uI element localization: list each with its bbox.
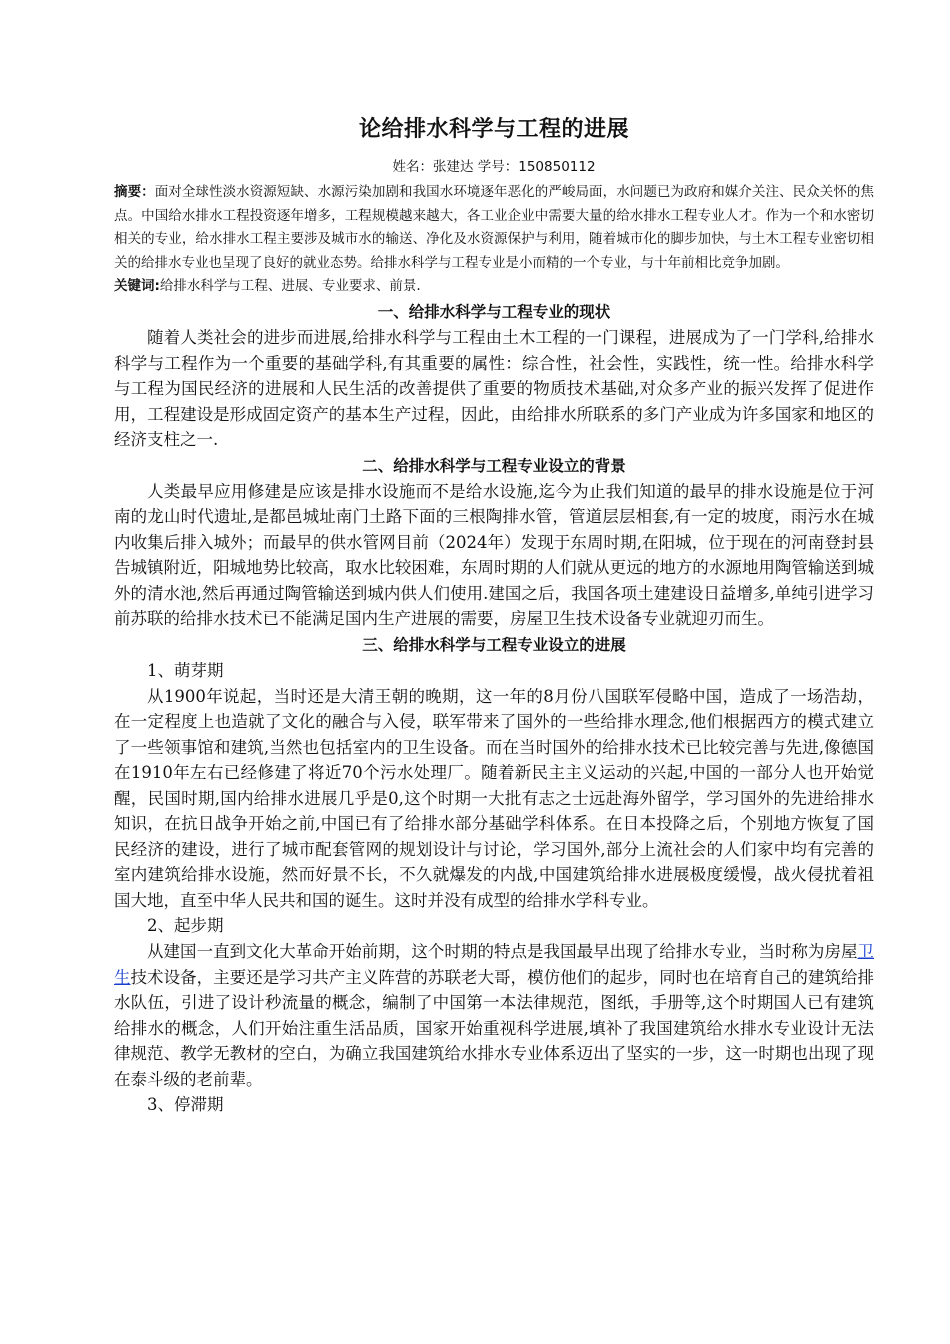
- abstract: [114, 181, 874, 275]
- section-2-paragraph: 人类最早应用修建是应该是排水设施而不是给水设施,迄今为止我们知道的最早的排水设施是位于河南的龙山时代遗址,是都邑城址南门土路下面的三根陶排水管，管道层层相套,有一定的坡度，雨污水在城内收集后排入城外；而最早的供水管网目前（2024年）发现于东周时期,在阳城，位于现在的河南登封县告城镇附近，阳城地势比较高，取水比较困难，东周时期的人们就从更远的地方的水源地用陶管输送到城外的清水池,然后再通过陶管输送到城内供人们使用.建国之后，我国各项土建建设日益增多,单纯引进学习前苏联的给排水技术已不能满足国内生产进展的需要，房屋卫生技术设备专业就迎刃而生。: [114, 481, 874, 628]
- section-2-heading: 二、给排水科学与工程专业设立的背景: [362, 456, 626, 475]
- sprout-period-paragraph: 从1900年说起，当时还是大清王朝的晚期，这一年的8月份八国联军侵略中国，造成了一场浩劫，在一定程度上也造就了文化的融合与入侵，联军带来了国外的一些给排水理念,他们根据西方的模式建立了一些领事馆和建筑,当然也包括室内的卫生设备。而在当时国外的给排水技术已比较完善与先进,像德国在1910年左右已经修建了将近70个污水处理厂。随着新民主主义运动的兴起,中国的一部分人也开始觉醒，民国时期,国内给排水进展几乎是0,这个时期一大批有志之士远赴海外留学，学习国外的先进给排水知识，在抗日战争开始之前,中国已有了给排水部分基础学科体系。在日本投降之后，个别地方恢复了国民经济的建设，进行了城市配套管网的规划设计与讨论，学习国外,部分上流社会的人们家中均有完善的室内建筑给排水设施，然而好景不长，不久就爆发的内战,中国建筑给排水进展极度缓慢，战火侵扰着祖国大地，直至中华人民共和国的诞生。这时并没有成型的给排水学科专业。: [114, 686, 874, 910]
- keywords-label: 关键词:: [114, 278, 160, 294]
- subheading-stagnation-period: 3、停滞期: [147, 1095, 224, 1114]
- keywords: [114, 275, 874, 298]
- section-3-heading: 三、给排水科学与工程专业设立的进展: [362, 635, 626, 654]
- start-period-text-after: 技术设备，主要还是学习共产主义阵营的苏联老大哥，模仿他们的起步，同时也在培育自己的建筑给排水队伍，引进了设计秒流量的概念，编制了中国第一本法律规范，图纸，手册等,这个时期国人已有建筑给排水的概念，人们开始注重生活品质，国家开始重视科学进展,填补了我国建筑给水排水专业设计无法律规范、教学无教材的空白，为确立我国建筑给水排水专业体系迈出了坚实的一步，这一时期也出现了现在泰斗级的老前辈。: [114, 967, 875, 1089]
- start-period-paragraph: [114, 939, 874, 1092]
- section-1-paragraph: 随着人类社会的进步而进展,给排水科学与工程由土木工程的一门课程，进展成为了一门学科,给排水科学与工程作为一个重要的基础学科,有其重要的属性：综合性，社会性，实践性，统一性。给排水科学与工程为国民经济的进展和人民生活的改善提供了重要的物质技术基础,对众多产业的振兴发挥了促进作用，工程建设是形成固定资产的基本生产过程，因此，由给排水所联系的多门产业成为许多国家和地区的经济支柱之一.: [114, 328, 874, 449]
- section-1-heading: 一、给排水科学与工程专业的现状: [377, 303, 611, 321]
- page-title: 论给排水科学与工程的进展: [358, 117, 629, 142]
- abstract-label: 摘要：: [114, 184, 155, 200]
- subheading-sprout-period: 1、萌芽期: [147, 660, 224, 680]
- author-line: 姓名：张建达 学号：150850112: [392, 159, 596, 175]
- document-body: [114, 112, 874, 1118]
- start-period-text-before: 从建国一直到文化大革命开始前期，这个时期的特点是我国最早出现了给排水专业，当时称为房屋: [147, 942, 858, 961]
- keywords-text: 给排水科学与工程、进展、专业要求、前景.: [159, 278, 421, 294]
- abstract-text: 面对全球性淡水资源短缺、水源污染加剧和我国水环境逐年恶化的严峻局面，水问题已为政府和媒介关注、民众关怀的焦点。中国给水排水工程投资逐年增多，工程规模越来越大，各工业企业中需要大量的给水排水工程专业人才。作为一个和水密切相关的专业，给水排水工程主要涉及城市水的输送、净化及水资源保护与利用，随着城市化的脚步加快，与土木工程专业密切相关的给排水专业也呈现了良好的就业态势。给排水科学与工程专业是小而精的一个专业，与十年前相比竞争加剧。: [114, 184, 874, 271]
- hygiene-link[interactable]: 卫生: [114, 942, 874, 987]
- subheading-start-period: 2、起步期: [147, 916, 224, 935]
